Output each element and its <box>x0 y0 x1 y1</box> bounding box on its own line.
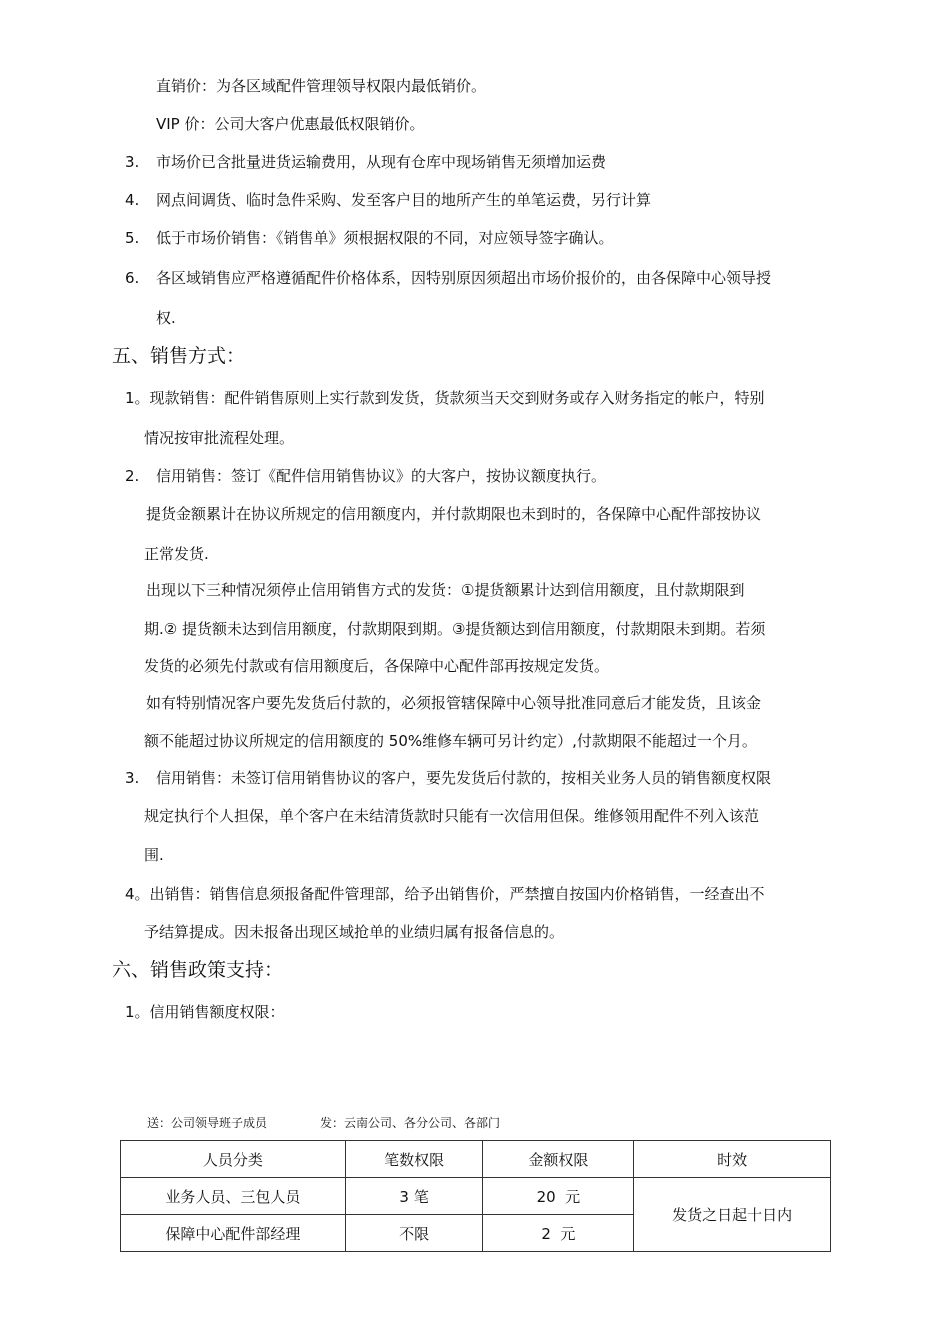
list-item: 低于市场价销售：《销售单》须根据权限的不同，对应领导签字确认。 <box>156 229 614 247</box>
list-item-number: 2. <box>125 467 140 485</box>
paragraph-stop-conditions-line2: 期.② 提货额未达到信用额度，付款期限到期。③提货额达到信用额度，付款期限未到期。若须 <box>144 620 766 638</box>
paragraph-personal-guarantee: 信用销售：未签订信用销售协议的客户，要先发货后付款的，按相关业务人员的销售额度权限 <box>156 769 772 787</box>
table-cell-category: 保障中心配件部经理 <box>121 1215 346 1252</box>
paragraph-cash-sales-line2: 情况按审批流程处理。 <box>144 429 295 447</box>
list-item: 市场价已含批量进货运输费用，从现有仓库中现场销售无须增加运费 <box>156 153 607 171</box>
paragraph-delivery-terms: 提货金额累计在协议所规定的信用额度内，并付款期限也未到时的，各保障中心配件部按协议 <box>146 505 762 523</box>
table-header: 笔数权限 <box>345 1141 483 1178</box>
table-cell-count: 3 笔 <box>345 1178 483 1215</box>
price-note-direct: 直销价：为各区域配件管理领导权限内最低销价。 <box>156 77 487 95</box>
distribution-to: 送：公司领导班子成员 <box>147 1116 268 1130</box>
list-item-number: 3. <box>125 769 140 787</box>
credit-limit-table <box>120 1140 831 1252</box>
paragraph-special-cases: 如有特别情况客户要先发货后付款的，必须报管辖保障中心领导批准同意后才能发货，且该金 <box>146 694 762 712</box>
paragraph-delivery-terms-line2: 正常发货. <box>144 545 209 563</box>
list-item-number: 4. <box>125 191 140 209</box>
table-header: 人员分类 <box>121 1141 346 1178</box>
list-item-number: 3. <box>125 153 140 171</box>
table-cell-amount: 2 元 <box>483 1215 634 1252</box>
paragraph-personal-guarantee-line3: 围. <box>144 846 164 864</box>
paragraph-stop-conditions: 出现以下三种情况须停止信用销售方式的发货：①提货额累计达到信用额度，且付款期限到 <box>146 581 745 599</box>
list-item-number: 6. <box>125 269 140 287</box>
distribution-from: 发：云南公司、各分公司、各部门 <box>320 1116 501 1130</box>
paragraph-out-sales: 4。出销售：销售信息须报备配件管理部，给予出销售价，严禁擅自按国内价格销售，一经查出不 <box>125 885 765 903</box>
paragraph-credit-limit-title: 1。信用销售额度权限： <box>125 1003 285 1021</box>
table-cell-amount: 20 元 <box>483 1178 634 1215</box>
list-item-continuation: 权. <box>156 309 176 327</box>
table-header: 时效 <box>634 1141 831 1178</box>
paragraph-special-cases-line2: 额不能超过协议所规定的信用额度的 50%维修车辆可另计约定）,付款期限不能超过一个月。 <box>144 732 757 750</box>
list-item-number: 5. <box>125 229 140 247</box>
section-heading-policy-support: 六、销售政策支持： <box>112 959 284 981</box>
paragraph-out-sales-line2: 予结算提成。因未报备出现区域抢单的业绩归属有报备信息的。 <box>144 923 565 941</box>
table-cell-count: 不限 <box>345 1215 483 1252</box>
paragraph-stop-conditions-line3: 发货的必须先付款或有信用额度后，各保障中心配件部再按规定发货。 <box>144 657 610 675</box>
paragraph-personal-guarantee-line2: 规定执行个人担保，单个客户在未结清货款时只能有一次信用但保。维修领用配件不列入该范 <box>144 807 760 825</box>
list-item: 网点间调货、临时急件采购、发至客户目的地所产生的单笔运费，另行计算 <box>156 191 652 209</box>
table-cell-validity: 发货之日起十日内 <box>634 1178 831 1252</box>
paragraph-credit-sales: 信用销售：签订《配件信用销售协议》的大客户，按协议额度执行。 <box>156 467 607 485</box>
table-cell-category: 业务人员、三包人员 <box>121 1178 346 1215</box>
table-row <box>121 1178 831 1215</box>
price-note-vip: VIP 价：公司大客户优惠最低权限销价。 <box>156 115 425 133</box>
list-item: 各区域销售应严格遵循配件价格体系，因特别原因须超出市场价报价的，由各保障中心领导授 <box>156 269 772 287</box>
paragraph-cash-sales: 1。现款销售：配件销售原则上实行款到发货，货款须当天交到财务或存入财务指定的帐户，特别 <box>125 389 765 407</box>
section-heading-sales-methods: 五、销售方式： <box>112 345 246 367</box>
table-header: 金额权限 <box>483 1141 634 1178</box>
table-header-row <box>121 1141 831 1178</box>
